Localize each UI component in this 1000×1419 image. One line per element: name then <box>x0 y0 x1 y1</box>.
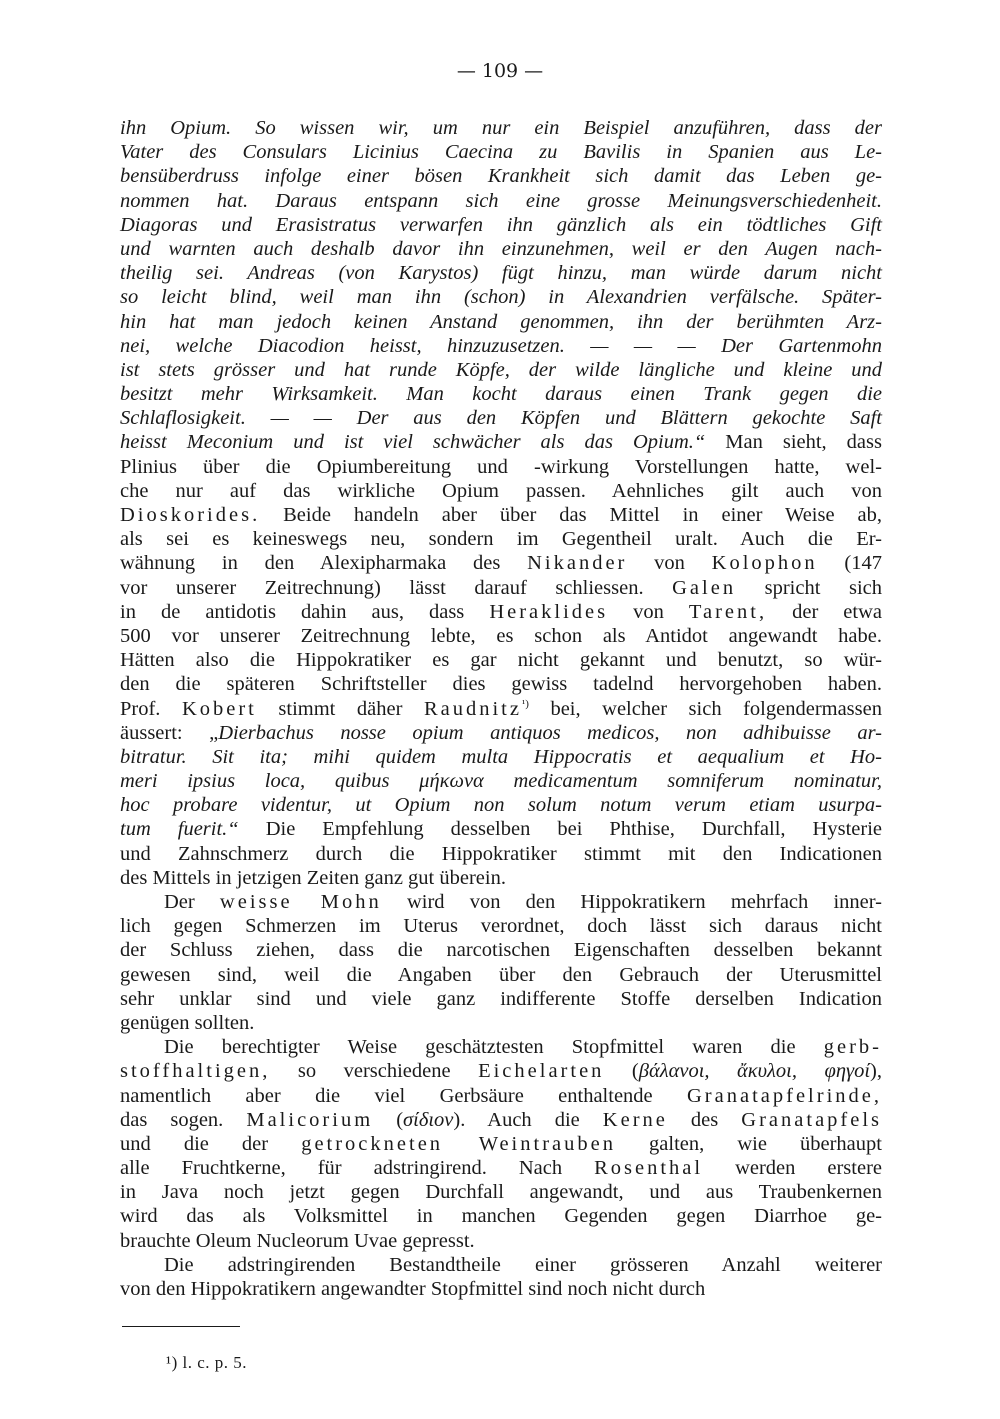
italic-text: meri ipsius loca, quibus μήκωνα medicamentum somniferum nominatur, <box>120 770 882 793</box>
spaced-name: Tarent, <box>688 600 768 623</box>
text-run: Die berechtigter Weise geschätztesten Stopfmittel waren die <box>164 1036 824 1059</box>
text-run: ( <box>604 1060 639 1083</box>
text-line <box>120 769 882 793</box>
text-line <box>120 189 882 213</box>
text-run: ), <box>870 1060 882 1083</box>
italic-text: heisst Meconium und ist viel schwächer als das Opium.“ <box>120 431 706 454</box>
italic-text: theilig sei. Andreas (von Karystos) fügt hinzu, man würde darum nicht <box>120 262 882 285</box>
text-run: alle Fruchtkerne, für adstringirend. Nach <box>120 1157 595 1180</box>
text-run: bei, welcher sich folgendermassen <box>528 697 882 720</box>
text-run: sehr unklar sind und viele ganz indifferente Stoffe derselben Indication <box>120 987 882 1010</box>
text-run: in de antidotis dahin aus, dass <box>120 600 490 623</box>
text-run: che nur auf das wirkliche Opium passen. Aehnliches gilt auch von <box>120 479 882 502</box>
italic-text: σίδιον <box>403 1108 454 1131</box>
text-line <box>120 817 882 841</box>
footnote-rule <box>122 1326 240 1327</box>
spaced-name: Malicorium <box>246 1108 374 1131</box>
text-line <box>120 576 882 600</box>
body-text <box>120 116 882 1301</box>
text-run: von <box>608 600 689 623</box>
text-run: Die Empfehlung desselben bei Phthise, Durchfall, Hysterie <box>238 818 882 841</box>
italic-text: Vater des Consulars Licinius Caecina zu Bavilis in Spanien aus Le- <box>120 141 882 164</box>
text-line <box>120 866 882 890</box>
text-line <box>120 697 882 721</box>
text-run: Prof. <box>120 697 182 720</box>
text-line <box>120 1277 882 1301</box>
text-line <box>120 793 882 817</box>
text-line <box>120 648 882 672</box>
text-line <box>120 140 882 164</box>
text-line <box>120 213 882 237</box>
italic-text: so leicht blind, weil man ihn (schon) in Alexandrien verfälsche. Später- <box>120 286 882 309</box>
text-run: wird das als Volksmittel in manchen Gegenden gegen Diarrhoe ge- <box>120 1205 882 1228</box>
text-run: äussert: „ <box>120 721 219 744</box>
italic-text: nei, welche Diacodion heisst, hinzuzusetzen. — — — Der Gartenmohn <box>120 334 882 357</box>
italic-text: hoc probare videntur, ut Opium non solum notum verum etiam usurpa- <box>120 794 882 817</box>
text-line <box>120 745 882 769</box>
italic-text: tum fuerit.“ <box>120 818 239 841</box>
footnote: ¹) l. c. p. 5. <box>166 1353 248 1372</box>
text-line <box>120 624 882 648</box>
text-line <box>120 987 882 1011</box>
text-line <box>120 842 882 866</box>
text-run: der etwa <box>767 600 883 623</box>
text-line <box>120 261 882 285</box>
text-run: wird von den Hippokratikern mehrfach inner- <box>381 891 882 913</box>
spaced-name: Nikander <box>527 552 628 575</box>
italic-text: ihn Opium. So wissen wir, um nur ein Beispiel anzuführen, dass der <box>120 117 882 139</box>
text-run: ( <box>373 1108 404 1131</box>
text-line <box>120 1180 882 1204</box>
italic-text: bitratur. Sit ita; mihi quidem multa Hippocratis et aequalium et Ho- <box>120 745 882 768</box>
text-line <box>120 1204 882 1228</box>
spaced-name: Granatapfelrinde, <box>687 1084 882 1107</box>
text-run: Der <box>164 891 220 913</box>
text-line <box>120 1059 882 1083</box>
text-run: der Schluss ziehen, dass die narcotischen Eigenschaften desselben bekannt <box>120 939 882 962</box>
text-line <box>120 1132 882 1156</box>
text-line <box>120 1035 882 1059</box>
text-line <box>120 890 882 914</box>
text-run: so verschiedene <box>270 1060 479 1083</box>
italic-text: nommen hat. Daraus entspann sich eine grosse Meinungsverschiedenheit. <box>120 189 882 212</box>
text-run: Plinius über die Opiumbereitung und -wirkung Vorstellungen hatte, wel- <box>120 455 882 478</box>
text-run: genügen sollten. <box>120 1011 255 1034</box>
text-run: spricht sich <box>736 576 882 599</box>
spaced-name: Eichelarten <box>478 1060 605 1083</box>
text-run: 500 vor unserer Zeitrechnung lebte, es schon als Antidot angewandt habe. <box>120 624 882 647</box>
spaced-name: weisse Mohn <box>219 891 382 913</box>
italic-text: Schlaflosigkeit. — — Der aus den Köpfen und Blättern gekochte Saft <box>120 407 882 430</box>
text-line <box>120 1108 882 1132</box>
spaced-name: Dioskorides. <box>120 504 261 526</box>
text-run: (147 <box>817 552 882 575</box>
text-line <box>120 963 882 987</box>
spaced-name: Heraklides <box>489 600 609 623</box>
spaced-name: Kerne <box>602 1108 668 1131</box>
text-line <box>120 285 882 309</box>
italic-text: Dierbachus nosse opium antiquos medicos, non adhibuisse ar- <box>218 721 882 744</box>
text-line <box>120 334 882 358</box>
text-line <box>120 237 882 261</box>
text-run: werden erstere <box>703 1157 882 1180</box>
text-run: gewesen sind, weil die Angaben über den Gebrauch der Uterusmittel <box>120 963 882 986</box>
spaced-name: Raudnitz <box>423 697 522 720</box>
italic-text: und warnten auch deshalb davor ihn einzunehmen, weil er den Augen nach- <box>120 237 882 260</box>
text-run: Hätten also die Hippokratiker es gar nicht gekannt und benutzt, so wür- <box>120 649 882 672</box>
text-line <box>120 938 882 962</box>
italic-text: hin hat man jedoch keinen Anstand genommen, ihn der berühmten Arz- <box>120 310 882 333</box>
text-run: namentlich aber die viel Gerbsäure enthaltende <box>120 1084 687 1107</box>
spaced-name: Granatapfels <box>741 1108 883 1131</box>
text-line <box>120 551 882 575</box>
spaced-name: getrockneten Weintrauben <box>301 1132 616 1155</box>
text-run: als sei es keineswegs neu, sondern im Gegentheil uralt. Auch die Er- <box>120 528 882 551</box>
text-line <box>120 721 882 745</box>
text-line <box>120 1084 882 1108</box>
text-run: des Mittels in jetzigen Zeiten ganz gut überein. <box>120 866 506 889</box>
text-run: ). Auch die <box>453 1108 603 1131</box>
text-run: den die späteren Schriftsteller dies gewiss tadelnd hervorgehoben haben. <box>120 673 882 696</box>
footnote-marker: ¹) <box>521 697 529 710</box>
text-line <box>120 503 882 527</box>
text-line <box>120 914 882 938</box>
text-run: und die der <box>120 1132 302 1155</box>
italic-text: βάλανοι, ἄκυλοι, φηγοί <box>638 1060 871 1083</box>
spaced-name: Kolophon <box>711 552 818 575</box>
spaced-name: Rosenthal <box>594 1157 704 1180</box>
text-line <box>120 406 882 430</box>
text-line <box>120 164 882 188</box>
text-run: von <box>627 552 712 575</box>
text-run: des <box>667 1108 742 1131</box>
italic-text: ist stets grösser und hat runde Köpfe, der wilde längliche und kleine und <box>120 358 882 381</box>
text-run: Beide handeln aber über das Mittel in einer Weise ab, <box>260 504 882 526</box>
text-run: von den Hippokratikern angewandter Stopfmittel sind noch nicht durch <box>120 1278 706 1300</box>
text-run: in Java noch jetzt gegen Durchfall angewandt, und aus Traubenkernen <box>120 1181 882 1204</box>
spaced-name: stoffhaltigen, <box>120 1060 271 1083</box>
text-line <box>120 479 882 503</box>
text-line <box>120 116 882 140</box>
text-line <box>120 382 882 406</box>
text-run: lich gegen Schmerzen im Uterus verordnet, doch lässt sich daraus nicht <box>120 915 882 938</box>
text-run: Man sieht, dass <box>705 431 882 454</box>
text-run: vor unserer Zeitrechnung) lässt darauf schliessen. <box>120 576 673 599</box>
page-number: — 109 — <box>456 60 544 82</box>
text-line <box>120 672 882 696</box>
italic-text: bensüberdruss infolge einer bösen Krankheit sich damit das Leben ge- <box>120 165 882 188</box>
text-run: Die adstringirenden Bestandtheile einer grösseren Anzahl weiterer <box>164 1253 882 1276</box>
text-line <box>120 1229 882 1253</box>
italic-text: besitzt mehr Wirksamkeit. Man kocht daraus einen Trank gegen die <box>120 383 882 406</box>
italic-text: Diagoras und Erasistratus verwarfen ihn gänzlich als ein tödtliches Gift <box>120 213 882 236</box>
text-line <box>120 430 882 454</box>
text-run: und Zahnschmerz durch die Hippokratiker stimmt mit den Indicationen <box>120 842 882 865</box>
text-run: das sogen. <box>120 1108 247 1131</box>
text-run: galten, wie überhaupt <box>615 1132 882 1155</box>
text-line <box>120 600 882 624</box>
text-line <box>120 455 882 479</box>
spaced-name: gerb- <box>823 1036 882 1059</box>
text-line <box>120 1156 882 1180</box>
text-line <box>120 358 882 382</box>
text-run: stimmt däher <box>256 697 424 720</box>
text-line <box>120 527 882 551</box>
text-run: wähnung in den Alexipharmaka des <box>120 552 528 575</box>
spaced-name: Galen <box>672 576 737 599</box>
text-line <box>120 1253 882 1277</box>
text-line <box>120 310 882 334</box>
text-run: brauchte Oleum Nucleorum Uvae gepresst. <box>120 1229 475 1252</box>
spaced-name: Kobert <box>181 697 257 720</box>
text-line <box>120 1011 882 1035</box>
